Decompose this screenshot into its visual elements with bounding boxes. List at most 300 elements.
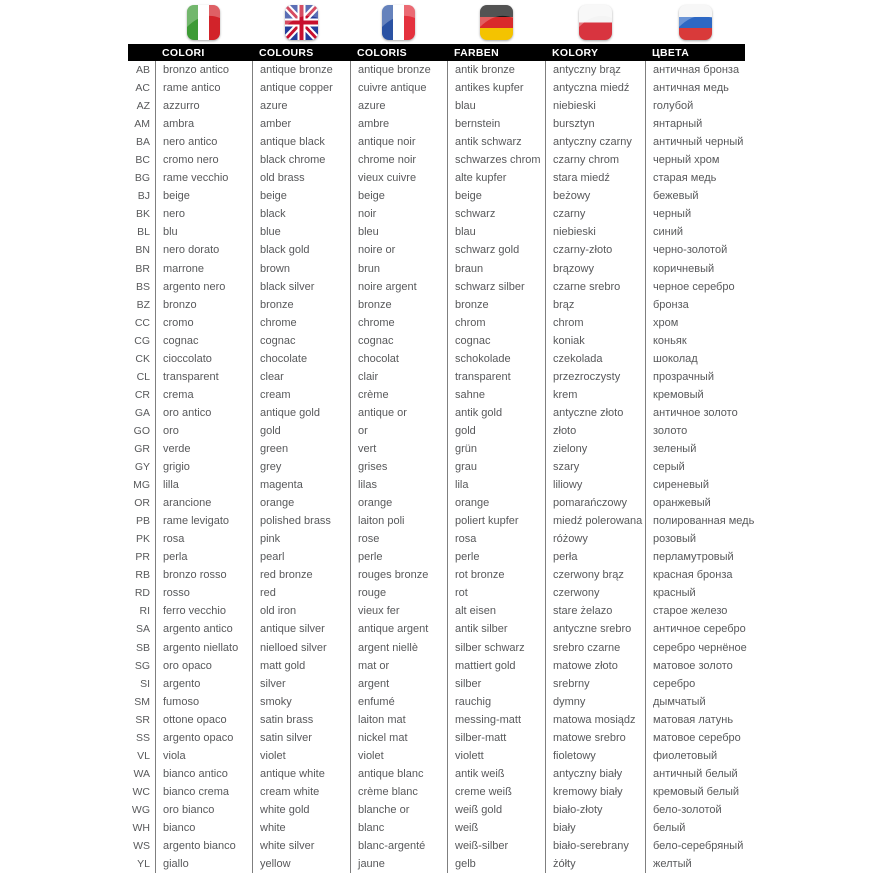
color-code: GY <box>134 461 150 474</box>
poland-flag-icon <box>579 5 612 40</box>
table-row <box>128 855 745 873</box>
color-name-german: schokolade <box>447 350 545 368</box>
color-name-english: chocolate <box>252 350 350 368</box>
color-name-italian: bianco <box>155 819 252 837</box>
table-row <box>128 548 745 566</box>
color-name-polish: srebrny <box>545 675 645 693</box>
color-name-polish: szary <box>545 458 645 476</box>
color-name-german: perle <box>447 548 545 566</box>
color-name-polish: niebieski <box>545 223 645 241</box>
color-name-french: argent niellè <box>350 639 447 657</box>
color-name-russian: матовое золото <box>645 657 745 675</box>
color-name-french: grises <box>350 458 447 476</box>
color-name-russian: шоколад <box>645 350 745 368</box>
color-name-german: antik weiß <box>447 765 545 783</box>
color-name-german: silber-matt <box>447 729 545 747</box>
color-name-german: weiß gold <box>447 801 545 819</box>
color-name-french: chrome noir <box>350 151 447 169</box>
color-name-german: orange <box>447 494 545 512</box>
color-name-russian: старое железо <box>645 602 745 620</box>
header-kolory: KOLORY <box>552 46 599 59</box>
color-name-french: blanc-argenté <box>350 837 447 855</box>
color-name-italian: bronzo antico <box>155 61 252 79</box>
table-row <box>128 783 745 801</box>
color-name-russian: серебро чернёное <box>645 639 745 657</box>
table-row <box>128 620 745 638</box>
color-name-french: antique bronze <box>350 61 447 79</box>
table-body <box>128 61 755 873</box>
color-name-russian: бело-серебряный <box>645 837 745 855</box>
color-name-french: or <box>350 422 447 440</box>
color-name-russian: дымчатый <box>645 693 745 711</box>
color-name-german: sahne <box>447 386 545 404</box>
color-name-italian: argento opaco <box>155 729 252 747</box>
color-name-italian: bianco crema <box>155 783 252 801</box>
color-name-german: schwarzes chrom <box>447 151 545 169</box>
color-name-polish: antyczna miedź <box>545 79 645 97</box>
color-name-english: antique silver <box>252 620 350 638</box>
color-name-german: antik gold <box>447 404 545 422</box>
color-name-polish: antyczny czarny <box>545 133 645 151</box>
color-code: WG <box>131 803 150 816</box>
color-name-english: azure <box>252 97 350 115</box>
header-coloris: COLORIS <box>357 46 407 59</box>
color-name-italian: marrone <box>155 260 252 278</box>
table-row <box>128 386 745 404</box>
color-code: YL <box>137 858 150 871</box>
table-row <box>128 729 745 747</box>
table-row <box>128 422 745 440</box>
color-name-italian: blu <box>155 223 252 241</box>
color-code: BK <box>135 208 150 221</box>
table-row <box>128 675 745 693</box>
color-name-german: alt eisen <box>447 602 545 620</box>
color-name-italian: nero <box>155 205 252 223</box>
color-code: AB <box>135 64 150 77</box>
color-name-german: gold <box>447 422 545 440</box>
color-name-english: cream <box>252 386 350 404</box>
color-name-italian: giallo <box>155 855 252 873</box>
color-code: BC <box>135 154 150 167</box>
table-row <box>128 169 745 187</box>
color-name-russian: черный хром <box>645 151 745 169</box>
color-code: CG <box>134 334 150 347</box>
table-row <box>128 187 745 205</box>
color-name-italian: verde <box>155 440 252 458</box>
color-name-russian: сиреневый <box>645 476 745 494</box>
color-name-english: black chrome <box>252 151 350 169</box>
color-name-polish: biały <box>545 819 645 837</box>
color-name-polish: czekolada <box>545 350 645 368</box>
table-row <box>128 260 745 278</box>
color-name-english: silver <box>252 675 350 693</box>
color-name-english: black <box>252 205 350 223</box>
color-name-english: antique white <box>252 765 350 783</box>
color-name-french: mat or <box>350 657 447 675</box>
table-row <box>128 639 745 657</box>
color-name-russian: желтый <box>645 855 745 873</box>
color-name-german: gelb <box>447 855 545 873</box>
table-row <box>128 61 745 79</box>
color-name-russian: розовый <box>645 530 745 548</box>
table-row <box>128 711 745 729</box>
color-name-english: cognac <box>252 332 350 350</box>
italy-flag-icon <box>187 5 220 40</box>
color-name-french: antique argent <box>350 620 447 638</box>
color-name-italian: grigio <box>155 458 252 476</box>
color-name-french: brun <box>350 260 447 278</box>
color-name-italian: oro bianco <box>155 801 252 819</box>
color-name-french: chrome <box>350 314 447 332</box>
color-name-german: weiß-silber <box>447 837 545 855</box>
color-code: VL <box>137 749 150 762</box>
color-name-english: nielloed silver <box>252 639 350 657</box>
color-name-english: bronze <box>252 296 350 314</box>
color-name-german: mattiert gold <box>447 657 545 675</box>
header-colori: COLORI <box>162 46 205 59</box>
color-name-french: bronze <box>350 296 447 314</box>
color-name-french: blanc <box>350 819 447 837</box>
color-name-english: orange <box>252 494 350 512</box>
color-name-russian: античный черный <box>645 133 745 151</box>
header-colours: COLOURS <box>259 46 314 59</box>
color-name-russian: золото <box>645 422 745 440</box>
color-name-french: laiton poli <box>350 512 447 530</box>
color-name-english: old iron <box>252 602 350 620</box>
color-name-english: cream white <box>252 783 350 801</box>
table-row <box>128 747 745 765</box>
color-name-russian: матовая латунь <box>645 711 745 729</box>
color-name-german: schwarz silber <box>447 278 545 296</box>
table-row <box>128 602 745 620</box>
color-code: CC <box>134 316 150 329</box>
color-name-italian: cioccolato <box>155 350 252 368</box>
color-code: CL <box>136 370 150 383</box>
color-name-italian: oro <box>155 422 252 440</box>
color-name-italian: perla <box>155 548 252 566</box>
color-code: WA <box>133 767 150 780</box>
color-name-italian: argento <box>155 675 252 693</box>
color-code: CK <box>135 352 150 365</box>
color-code: WS <box>133 840 150 853</box>
color-name-english: antique copper <box>252 79 350 97</box>
color-code: SA <box>135 623 150 636</box>
color-name-polish: matowe złoto <box>545 657 645 675</box>
color-name-english: violet <box>252 747 350 765</box>
color-name-german: bronze <box>447 296 545 314</box>
color-name-german: creme weiß <box>447 783 545 801</box>
color-name-polish: czerwony brąz <box>545 566 645 584</box>
color-name-italian: argento niellato <box>155 639 252 657</box>
color-name-italian: rosa <box>155 530 252 548</box>
color-name-french: vert <box>350 440 447 458</box>
color-name-russian: античное золото <box>645 404 745 422</box>
table-row <box>128 476 745 494</box>
color-code: GR <box>134 443 150 455</box>
color-name-polish: brązowy <box>545 260 645 278</box>
color-name-french: enfumé <box>350 693 447 711</box>
header-farben: FARBEN <box>454 46 499 59</box>
color-name-russian: голубой <box>645 97 745 115</box>
color-name-french: cognac <box>350 332 447 350</box>
color-name-italian: argento bianco <box>155 837 252 855</box>
color-code: BR <box>135 262 150 275</box>
color-name-german: weiß <box>447 819 545 837</box>
color-name-russian: оранжевый <box>645 494 745 512</box>
color-code: WC <box>132 785 150 798</box>
color-name-polish: miedź polerowana <box>545 512 645 530</box>
color-name-russian: серебро <box>645 675 745 693</box>
color-name-polish: czarny chrom <box>545 151 645 169</box>
color-name-english: matt gold <box>252 657 350 675</box>
color-code: SB <box>135 641 150 654</box>
table-row <box>128 278 745 296</box>
table-row <box>128 79 745 97</box>
color-name-polish: biało-serebrany <box>545 837 645 855</box>
color-name-polish: antyczny brąz <box>545 61 645 79</box>
color-name-russian: янтарный <box>645 115 745 133</box>
color-code: BJ <box>137 190 150 203</box>
color-name-german: braun <box>447 260 545 278</box>
color-name-russian: красная бронза <box>645 566 745 584</box>
color-name-polish: matowa mosiądz <box>545 711 645 729</box>
color-name-english: red <box>252 584 350 602</box>
color-name-italian: argento nero <box>155 278 252 296</box>
color-name-german: blau <box>447 97 545 115</box>
color-name-italian: oro opaco <box>155 657 252 675</box>
color-code: AM <box>134 118 150 131</box>
color-code: PK <box>135 533 150 546</box>
color-name-italian: rosso <box>155 584 252 602</box>
color-name-russian: черный <box>645 205 745 223</box>
color-name-french: vieux fer <box>350 602 447 620</box>
color-name-english: pearl <box>252 548 350 566</box>
table-row <box>128 494 745 512</box>
color-code: RD <box>134 587 150 600</box>
color-code: SM <box>134 695 150 708</box>
flags-row <box>128 0 745 44</box>
color-code: BS <box>135 280 150 293</box>
color-name-german: grün <box>447 440 545 458</box>
color-name-polish: antyczne złoto <box>545 404 645 422</box>
color-code: PR <box>135 551 150 564</box>
color-name-italian: ferro vecchio <box>155 602 252 620</box>
color-code: BZ <box>136 298 150 311</box>
color-name-italian: nero dorato <box>155 241 252 259</box>
color-name-english: antique black <box>252 133 350 151</box>
color-name-english: chrome <box>252 314 350 332</box>
table-row <box>128 693 745 711</box>
france-flag-icon <box>382 5 415 40</box>
color-name-english: smoky <box>252 693 350 711</box>
color-name-russian: античное серебро <box>645 620 745 638</box>
color-name-italian: bronzo <box>155 296 252 314</box>
color-name-german: alte kupfer <box>447 169 545 187</box>
color-name-german: blau <box>447 223 545 241</box>
color-name-polish: perła <box>545 548 645 566</box>
color-name-polish: czarne srebro <box>545 278 645 296</box>
color-code: BG <box>134 172 150 185</box>
color-name-polish: pomarańczowy <box>545 494 645 512</box>
color-name-english: blue <box>252 223 350 241</box>
color-name-italian: fumoso <box>155 693 252 711</box>
color-name-polish: niebieski <box>545 97 645 115</box>
color-name-german: cognac <box>447 332 545 350</box>
color-code: BL <box>137 226 150 239</box>
color-name-polish: kremowy biały <box>545 783 645 801</box>
color-name-french: nickel mat <box>350 729 447 747</box>
color-code: SR <box>135 713 150 726</box>
color-name-french: chocolat <box>350 350 447 368</box>
color-code: AC <box>135 82 150 95</box>
color-name-polish: biało-złoty <box>545 801 645 819</box>
color-name-polish: antyczne srebro <box>545 620 645 638</box>
color-name-russian: коричневый <box>645 260 745 278</box>
color-name-german: beige <box>447 187 545 205</box>
color-name-italian: lilla <box>155 476 252 494</box>
color-code: CR <box>134 388 150 401</box>
color-name-polish: stara miedź <box>545 169 645 187</box>
color-name-english: yellow <box>252 855 350 873</box>
color-name-french: perle <box>350 548 447 566</box>
color-name-french: blanche or <box>350 801 447 819</box>
color-name-polish: beżowy <box>545 187 645 205</box>
color-name-french: rose <box>350 530 447 548</box>
color-name-german: grau <box>447 458 545 476</box>
color-name-german: antik schwarz <box>447 133 545 151</box>
color-name-russian: синий <box>645 223 745 241</box>
color-code: BA <box>135 136 150 149</box>
color-name-russian: зеленый <box>645 440 745 458</box>
color-name-english: polished brass <box>252 512 350 530</box>
color-code: RB <box>135 569 150 582</box>
color-name-german: transparent <box>447 368 545 386</box>
color-code: BN <box>135 244 150 257</box>
color-name-french: beige <box>350 187 447 205</box>
color-name-italian: cognac <box>155 332 252 350</box>
color-name-french: rouges bronze <box>350 566 447 584</box>
color-name-french: antique noir <box>350 133 447 151</box>
color-name-polish: dymny <box>545 693 645 711</box>
color-name-english: beige <box>252 187 350 205</box>
color-name-russian: черное серебро <box>645 278 745 296</box>
color-name-italian: oro antico <box>155 404 252 422</box>
color-name-french: noire argent <box>350 278 447 296</box>
color-name-german: antik bronze <box>447 61 545 79</box>
color-name-italian: bianco antico <box>155 765 252 783</box>
color-name-russian: хром <box>645 314 745 332</box>
color-name-german: schwarz gold <box>447 241 545 259</box>
color-name-german: rot bronze <box>447 566 545 584</box>
color-name-french: rouge <box>350 584 447 602</box>
color-name-russian: белый <box>645 819 745 837</box>
table-row <box>128 241 745 259</box>
color-name-polish: bursztyn <box>545 115 645 133</box>
color-name-french: cuivre antique <box>350 79 447 97</box>
color-name-german: bernstein <box>447 115 545 133</box>
color-name-german: violett <box>447 747 545 765</box>
color-name-polish: koniak <box>545 332 645 350</box>
color-name-english: clear <box>252 368 350 386</box>
table-row <box>128 657 745 675</box>
color-name-english: black silver <box>252 278 350 296</box>
color-name-russian: полированная медь <box>645 512 745 530</box>
color-name-russian: кремовый белый <box>645 783 745 801</box>
color-name-russian: серый <box>645 458 745 476</box>
color-name-german: schwarz <box>447 205 545 223</box>
color-code: SG <box>134 659 150 672</box>
color-code: WH <box>132 821 150 834</box>
color-name-russian: коньяк <box>645 332 745 350</box>
color-name-russian: бежевый <box>645 187 745 205</box>
color-name-english: black gold <box>252 241 350 259</box>
color-name-polish: liliowy <box>545 476 645 494</box>
color-name-polish: stare żelazo <box>545 602 645 620</box>
color-translation-table <box>128 0 755 873</box>
color-name-english: gold <box>252 422 350 440</box>
color-name-italian: nero antico <box>155 133 252 151</box>
color-name-german: rot <box>447 584 545 602</box>
color-name-russian: фиолетовый <box>645 747 745 765</box>
color-name-french: laiton mat <box>350 711 447 729</box>
color-name-polish: czarny-złoto <box>545 241 645 259</box>
table-row <box>128 314 745 332</box>
color-name-german: chrom <box>447 314 545 332</box>
header-code-spacer <box>128 44 155 61</box>
color-name-english: pink <box>252 530 350 548</box>
table-row <box>128 512 755 530</box>
color-name-english: green <box>252 440 350 458</box>
color-name-french: antique or <box>350 404 447 422</box>
color-name-italian: transparent <box>155 368 252 386</box>
color-name-french: azure <box>350 97 447 115</box>
color-name-english: brown <box>252 260 350 278</box>
color-name-polish: czerwony <box>545 584 645 602</box>
color-name-french: antique blanc <box>350 765 447 783</box>
color-name-french: violet <box>350 747 447 765</box>
color-name-italian: arancione <box>155 494 252 512</box>
table-row <box>128 368 745 386</box>
table-row <box>128 404 745 422</box>
color-name-italian: beige <box>155 187 252 205</box>
color-name-italian: azzurro <box>155 97 252 115</box>
color-name-russian: перламутровый <box>645 548 745 566</box>
color-name-english: grey <box>252 458 350 476</box>
table-row <box>128 296 745 314</box>
color-name-english: satin brass <box>252 711 350 729</box>
color-name-polish: czarny <box>545 205 645 223</box>
color-name-italian: argento antico <box>155 620 252 638</box>
color-name-english: white <box>252 819 350 837</box>
color-name-german: silber <box>447 675 545 693</box>
color-name-french: crème blanc <box>350 783 447 801</box>
color-code: SI <box>140 677 150 690</box>
table-row <box>128 458 745 476</box>
table-row <box>128 205 745 223</box>
table-row <box>128 97 745 115</box>
color-name-english: antique bronze <box>252 61 350 79</box>
color-name-german: lila <box>447 476 545 494</box>
color-name-german: antikes kupfer <box>447 79 545 97</box>
color-name-french: noire or <box>350 241 447 259</box>
table-row <box>128 530 745 548</box>
color-name-russian: бело-золотой <box>645 801 745 819</box>
color-name-italian: rame levigato <box>155 512 252 530</box>
color-code: PB <box>135 515 150 528</box>
color-code: OR <box>134 497 150 510</box>
color-name-russian: черно-золотой <box>645 241 745 259</box>
color-name-russian: матовое серебро <box>645 729 745 747</box>
